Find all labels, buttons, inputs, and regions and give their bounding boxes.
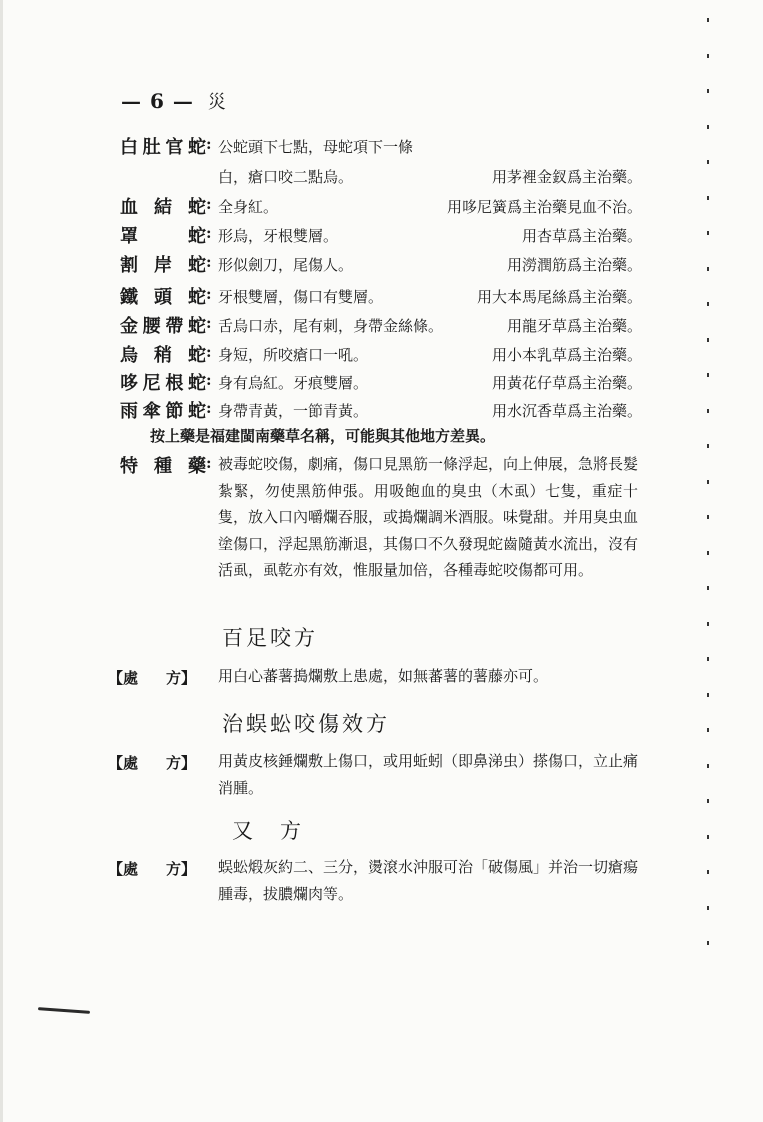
snake-name: 鐵頭蛇: [120, 287, 206, 308]
binding-dot: [707, 586, 709, 590]
binding-dot: [707, 160, 709, 164]
binding-dot: [707, 231, 709, 235]
page-number: — 6 —: [121, 89, 194, 113]
binding-dot: [707, 799, 709, 803]
snake-row: 雨傘節蛇 : 身帶青黃，一節青黃。 用水沉香草爲主治藥。: [120, 399, 642, 422]
snake-cure: 用大本馬尾絲爲主治藥。: [476, 288, 642, 306]
snake-description: 身有烏紅。牙痕雙層。: [218, 374, 369, 392]
snake-description: 形烏，牙根雙層。: [218, 227, 339, 245]
binding-dot: [707, 54, 709, 58]
binding-dot: [707, 267, 709, 271]
snake-cure: 用茅裡金釵爲主治藥。: [491, 168, 642, 186]
snake-name: 血結蛇: [120, 197, 206, 218]
page-header: [121, 88, 227, 114]
snake-row: [120, 163, 642, 187]
binding-dot: [707, 338, 709, 342]
snake-row: 鐵頭蛇 : 牙根雙層，傷口有雙層。 用大本馬尾絲爲主治藥。: [120, 285, 642, 308]
snake-row: 罩蛇 : 形烏，牙根雙層。 用杏草爲主治藥。: [120, 224, 642, 247]
prescription-text: 用白心蕃薯搗爛敷上患處，如無蕃薯的薯藤亦可。: [218, 667, 549, 685]
binding-dot: [707, 302, 709, 306]
binding-dot: [707, 409, 709, 413]
snake-cure: 用小本乳草爲主治藥。: [491, 346, 642, 364]
binding-dot: [707, 196, 709, 200]
binding-dot: [707, 870, 709, 874]
snake-row: 金腰帶蛇 : 舌烏口赤，尾有刺，身帶金絲條。 用龍牙草爲主治藥。: [120, 314, 642, 337]
section-title: 治蜈蚣咬傷效方: [222, 712, 390, 736]
snake-cure: 用杏草爲主治藥。: [521, 227, 642, 245]
binding-dot: [707, 941, 709, 945]
scan-edge: [0, 0, 3, 1122]
snake-row: 烏稍蛇 : 身短，所咬瘡口一吼。 用小本乳草爲主治藥。: [120, 343, 642, 366]
binding-dot: [707, 444, 709, 448]
snake-cure: 用水沉香草爲主治藥。: [491, 402, 642, 420]
binding-dot: [707, 835, 709, 839]
snake-name: 金腰帶蛇: [120, 316, 206, 337]
snake-row: 血結蛇 : 全身紅。 用哆尼簧爲主治藥見血不治。: [120, 195, 642, 218]
snake-description: 舌烏口赤，尾有刺，身帶金絲條。: [218, 317, 444, 335]
snake-cure: 用澇潤筋爲主治藥。: [506, 256, 642, 274]
snake-description: 形似劍刀，尾傷人。: [218, 256, 354, 274]
snake-name: 罩蛇: [120, 226, 206, 247]
snake-name: 哆尼根蛇: [120, 373, 206, 394]
snake-cure: 用龍牙草爲主治藥。: [506, 317, 642, 335]
prescription-text: 用黃皮核錘爛敷上傷口，或用蚯蚓（即鼻涕虫）搽傷口，立止痛消腫。: [218, 752, 639, 797]
snake-row: 割岸蛇 : 形似劍刀，尾傷人。 用澇潤筋爲主治藥。: [120, 253, 642, 276]
binding-dot: [707, 622, 709, 626]
binding-dot: [707, 906, 709, 910]
snake-cure: 用哆尼簧爲主治藥見血不治。: [446, 198, 642, 216]
snake-description: 身短，所咬瘡口一吼。: [218, 346, 369, 364]
section-mark: 災: [207, 92, 227, 113]
snake-name: 白肚官蛇: [120, 137, 206, 158]
ink-smudge: [38, 1007, 90, 1014]
regional-note: 按上藥是福建閩南藥草名稱，可能與其他地方差異。: [150, 427, 496, 445]
binding-dot: [707, 693, 709, 697]
snake-row: 哆尼根蛇 : 身有烏紅。牙痕雙層。 用黃花仔草爲主治藥。: [120, 371, 642, 394]
special-heading: 特種藥 :: [120, 454, 212, 477]
special-text: 被毒蛇咬傷，劇痛，傷口見黑筋一條浮起，向上伸展，急將長髮紮緊，勿使黑筋伸張。用吸飽血的臭虫（木虱）七隻，重症十隻，放入口內嚼爛吞服，或搗爛調米酒服。味覺甜。并用臭虫血塗傷口，浮起黑筋漸退，其傷口不久發現蛇齒隨黃水流出，沒有活虱，虱乾亦有效，惟服量加倍，各種毒蛇咬傷都可用。: [218, 455, 639, 579]
binding-dot: [707, 125, 709, 129]
binding-dot: [707, 551, 709, 555]
binding-dot: [707, 373, 709, 377]
binding-dot: [707, 728, 709, 732]
binding-dot: [707, 89, 709, 93]
snake-description: 白，瘡口咬二點烏。: [218, 168, 354, 186]
section-title: 又 方: [232, 819, 304, 843]
prescription-text: 蜈蚣煅灰約二、三分，燙滾水沖服可治「破傷風」并治一切瘡瘍腫毒，拔膿爛肉等。: [218, 858, 639, 903]
snake-description: 牙根雙層，傷口有雙層。: [218, 288, 384, 306]
binding-dot: [707, 480, 709, 484]
binding-dot: [707, 18, 709, 22]
snake-description: 全身紅。: [218, 198, 279, 216]
snake-description: 公蛇頭下七點，母蛇項下一條: [218, 138, 414, 156]
section-title: 百足咬方: [222, 626, 318, 650]
snake-name: 割岸蛇: [120, 255, 206, 276]
snake-row: 白肚官蛇 : 公蛇頭下七點，母蛇項下一條: [120, 135, 414, 158]
snake-description: 身帶青黃，一節青黃。: [218, 402, 369, 420]
snake-name: 烏稍蛇: [120, 345, 206, 366]
snake-cure: 用黃花仔草爲主治藥。: [491, 374, 642, 392]
binding-dot: [707, 515, 709, 519]
binding-dot: [707, 764, 709, 768]
snake-name: 雨傘節蛇: [120, 401, 206, 422]
binding-dot: [707, 657, 709, 661]
special-label: 特種藥: [120, 456, 206, 477]
